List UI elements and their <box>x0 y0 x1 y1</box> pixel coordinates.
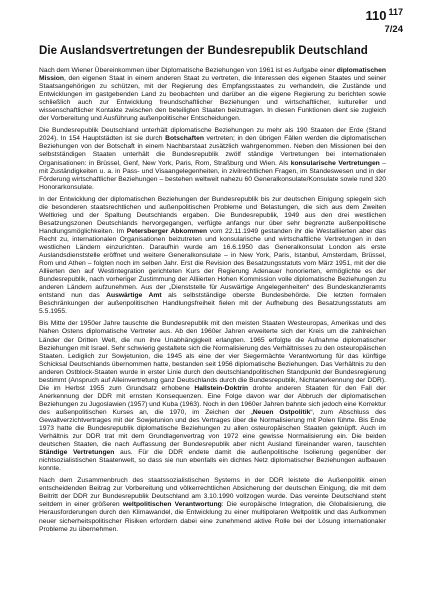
bold-term: Ständige Vertretungen <box>39 449 115 457</box>
bold-term: Hallstein-Doktrin <box>194 384 249 392</box>
bold-term: Neuen Ostpolitik <box>252 408 311 416</box>
page-number-superscript: 117 <box>388 7 403 17</box>
paragraph <box>39 320 386 473</box>
paragraph <box>39 67 386 123</box>
bold-term: konsularische Vertretungen <box>290 159 380 167</box>
paragraph-text: Bis Mitte der 1950er Jahre tauschte die Bundesrepublik mit den meisten Staaten Westeuropas, Amerikas und des Nahen Ostens diplomatische Vertreter aus. Ab den 1960er Jahren erweiterte sich der Kreis um die zahlreichen Länder der Dritten Welt, die nun ihre Unabhängigkeit erlangten. 1965 erfolgte die Aufnahme diplomatischer Beziehungen mit Israel. Sehr schwierig gestaltete sich die Normalisierung des Verhältnisses zu den osteuropäischen Staaten. Lediglich zur Sowjetunion, die 1945 als eine der vier Siegermächte Verantwortung für das künftige Schicksal Deutschlands übernommen hatte, bestanden seit 1956 diplomatische Beziehungen. Das Verhältnis zu den anderen Ostblock-Staaten wurde in erster Linie durch den deutschlandpolitischen Standpunkt der Bundesregierung bestimmt (Anspruch auf Alleinvertretung ganz Deutschlands durch die Bundesrepublik, Nichtanerkennung der DDR). Die im Herbst 1955 zum Grundsatz erhobene <box>39 320 386 392</box>
bold-term: Petersberger Abkommen <box>126 227 208 235</box>
page-title: Die Auslandsvertretungen der Bundesrepublik Deutschland <box>39 45 368 57</box>
body-text <box>39 67 386 538</box>
paragraph-text: Die Bundesrepublik Deutschland unterhält diplomatische Beziehungen zu mehr als 190 Staaten der Erde (Stand 2024). In 154 Hauptstädten ist sie durch <box>39 127 386 143</box>
paragraph <box>39 477 386 533</box>
paragraph-text: Nach dem Zusammenbruch des staatssozialistischen Systems in der DDR leistete die Außenpolitik einen entscheidenden Beitrag zur Vorbereitung und völkerrechtlichen Absicherung der deutschen Einigung, die mit dem Beitritt der DDR zur Bundesrepublik Deutschland am 3.10.1990 vollzogen wurde. Das vereinte Deutschland steht seitdem in einer größeren <box>39 477 386 509</box>
paragraph-text: als selbstständige oberste Bundesbehörde. Die letzten formalen Beschränkungen der außenpolitischen Handlungsfreiheit fielen mit der Aufhebung des Besatzungsstatuts am 5.5.1955. <box>39 292 386 316</box>
bold-term: Botschaften <box>165 135 204 143</box>
paragraph-text: In der Entwicklung der diplomatischen Beziehungen der Bundesrepublik bis zur deutschen Einigung spiegeln sich die besonderen staatsrechtlichen und außenpolitischen Probleme und Belastungen, die sich aus dem Zweiten Weltkrieg und der Spaltung Deutschlands ergaben. Die Bundesrepublik, 1949 aus den drei westlichen Besatzungszonen Deutschlands hervorgegangen, verfügte anfangs nur über sehr begrenzte außenpolitische Handlungsmöglichkeiten. Im <box>39 195 386 235</box>
page-number <box>365 8 403 35</box>
paragraph-text: “, zum Abschluss des Gewaltverzichtvertrages mit der Sowjetunion und des Vertrages über die Normalisierung mit Polen führte. Bis Ende 1973 hatte die Bundesrepublik diplomatische Beziehungen zu allen osteuropäischen Staaten geknüpft. Auch im Verhältnis zur DDR trat mit dem Grundlagenvertrag von 1972 eine gewisse Normalisierung ein. Die beiden deutschen Staaten, die nach Auffassung der Bundesrepublik aber nicht Ausland füreinander waren, tauschten <box>39 408 387 449</box>
page-date: 7/24 <box>384 23 403 35</box>
paragraph <box>39 196 386 317</box>
paragraph-text: vertreten; in den übrigen Fällen werden die diplomatischen Beziehungen von der Botschaft in einem Nachbarstaat zusätzlich wahrgenommen. Neben den Missionen bei den selbstständigen Staaten unterhält die Bundesrepublik zwölf ständige Vertretungen bei internationalen Organisationen: in Brüssel, Genf, New York, Paris, Rom, Straßburg und Wien. Als <box>39 135 386 167</box>
paragraph-text: : Die europäische Integration, die Globalisierung, die Herausforderungen durch den Klimawandel, die Entwicklung zu einer multipolaren Weltpolitik und das Aufkommen neuer sicherheitspolitischer Risiken erfordern dabei eine zunehmend aktive Rolle bei der Lösung internationaler Probleme zu übernehmen. <box>39 501 386 533</box>
paragraph-text: , den eigenen Staat in einem anderen Staat zu vertreten, die Interessen des eigenen Staates und seiner Staatsangehörigen zu schützen, mit der Regierung des Empfangsstaates zu verhandeln, die Zustände und Entwicklungen im gastgebenden Land zu beobachten und darüber an die eigene Regierung zu berichten sowie schließlich auch zur Entwicklung freundschaftlicher Beziehungen und wirtschaftlicher, kultureller und wissenschaftlicher Kontakte zwischen den beteiligten Staaten beizutragen. In diesen Funktionen dient sie zugleich der Vorbereitung und Ausführung außenpolitischer Entscheidungen. <box>39 75 386 123</box>
paragraph-text: vom 22.11.1949 gestanden ihr die Westalliierten aber das Recht zu, internationalen Organisationen beizutreten und konsularische und wirtschaftliche Vertretungen in den westlichen Ländern einzurichten. Daraufhin wurde am 16.6.1950 das Generalkonsulat London als erste Auslandsdienststelle eröffnet und weitere Generalkonsulate – in New York, Paris, Istanbul, Amsterdam, Brüssel, Rom und Athen – folgten noch im selben Jahr. Erst die Revision des Besatzungsstatuts vom März 1951, mit der die Alliierten den auf Westintegration gerichteten Kurs der Regierung Adenauer honorierten, ermöglichte es der Bundesrepublik, nach vorheriger Zustimmung der Alliierten Hohen Kommission volle diplomatische Beziehungen zu anderen Ländern aufzunehmen. Aus der „Dienststelle für Auswärtige Angelegenheiten“ des Bundeskanzleramts entstand nun das <box>39 227 386 300</box>
bold-term: weltpolitischen Verantwortung <box>122 501 222 509</box>
bold-term: Auswärtige Amt <box>106 292 162 300</box>
paragraph-text: drohte anderen Staaten für den Fall der Anerkennung der DDR mit ernsten Konsequenzen. Eine Folge davon war der Abbruch der diplomatischen Beziehungen zu Jugoslawien (1957) und Kuba (1963). Noch in den 1960er Jahren bahnte sich jedoch eine Korrektur des außenpolitischen Kurses an, die 1970, im Zeichen der „ <box>39 384 387 416</box>
bold-term: diplomatischen Mission <box>39 67 386 83</box>
paragraph-text: aus. Für die DDR endete damit die außenpolitische Isolierung gegenüber der nichtsozialistischen Staatenwelt, so dass sie nun ebenfalls ein dichtes Netz diplomatischer Beziehungen aufbauen konnte. <box>39 449 386 473</box>
paragraph <box>39 127 386 191</box>
paragraph-text: – mit Zuständigkeiten u. a. in Pass- und Visaangelegenheiten, in zivilrechtlichen Fragen, im Standeswesen und in der Förderung wirtschaftlicher Beziehungen – bestehen weltweit nahezu 60 Generalkonsulate/Konsulate sowie rund 320 Honorarkonsulate. <box>39 159 386 191</box>
page-number-main: 110 <box>365 8 387 23</box>
paragraph-text: Nach dem Wiener Übereinkommen über Diplomatische Beziehungen von 1961 ist es Aufgabe einer <box>39 67 337 74</box>
